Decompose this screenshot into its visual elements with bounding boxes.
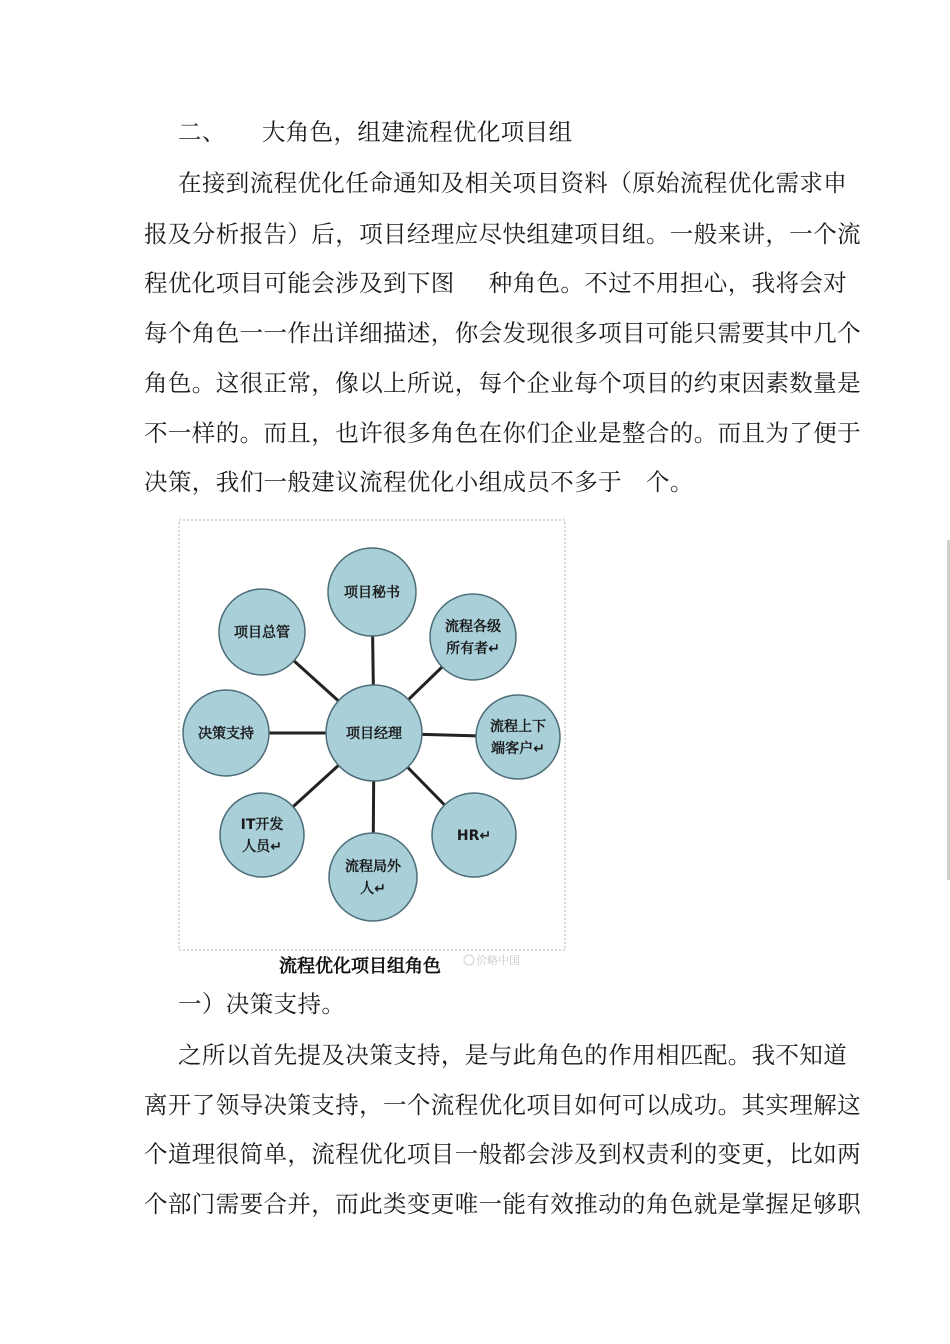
role-node-label: 流程局外 <box>345 859 401 875</box>
paragraph-segment: 种角色。不过不用担心，我将会对 <box>488 269 848 297</box>
paragraph-segment: 个。 <box>646 468 694 496</box>
paragraph-line: 个部门需要合并，而此类变更唯一能有效推动的角色就是掌握足够职 <box>144 1190 861 1218</box>
paragraph-line: 角色。这很正常，像以上所说，每个企业每个项目的约束因素数量是 <box>144 369 861 397</box>
paragraph-line: 不一样的。而且，也许很多角色在你们企业是整合的。而且为了便于 <box>144 419 861 447</box>
paragraph-line <box>144 467 694 497</box>
watermark-icon <box>464 955 474 965</box>
role-node-it <box>220 793 304 877</box>
paragraph-segment: 程优化项目可能会涉及到下图 <box>144 269 455 297</box>
section-title: 大角色，组建流程优化项目组 <box>261 118 573 146</box>
role-node-label: 项目总管 <box>234 625 290 641</box>
section-heading <box>178 117 573 147</box>
paragraph-line: 在接到流程优化任命通知及相关项目资料（原始流程优化需求申 <box>178 169 848 197</box>
role-node-label: 决策支持 <box>198 726 254 742</box>
role-node-label: HR↵ <box>456 828 492 844</box>
role-node-customers <box>476 695 560 779</box>
paragraph-segment: 决策，我们一般建议流程优化小组成员不多于 <box>144 468 622 496</box>
role-node-circle <box>329 833 417 921</box>
role-node-center <box>326 685 422 781</box>
role-node-circle <box>220 793 304 877</box>
role-node-circle <box>476 695 560 779</box>
role-node-label: 流程各级 <box>445 619 501 635</box>
role-node-label: 项目经理 <box>346 726 402 742</box>
role-node-label: 项目秘书 <box>344 585 400 601</box>
paragraph-line: 离开了领导决策支持，一个流程优化项目如何可以成功。其实理解这 <box>144 1091 861 1119</box>
role-node-label: 人员↵ <box>242 839 282 855</box>
paragraph-line <box>144 268 847 298</box>
watermark: 价略中国 <box>476 954 520 967</box>
paragraph-line: 个道理很简单，流程优化项目一般都会涉及到权责利的变更，比如两 <box>144 1140 861 1168</box>
role-node-decision <box>183 690 269 776</box>
paragraph-line: 每个角色一一作出详细描述，你会发现很多项目可能只需要其中几个 <box>144 319 861 347</box>
role-node-outsiders <box>329 833 417 921</box>
paragraph-line: 之所以首先提及决策支持，是与此角色的作用相匹配。我不知道 <box>178 1041 848 1069</box>
role-diagram-svg <box>176 517 568 979</box>
subheading: 一）决策支持。 <box>178 990 346 1018</box>
role-node-label: 所有者↵ <box>446 641 500 657</box>
role-node-label: 人↵ <box>360 881 386 897</box>
role-node-label: 端客户↵ <box>491 741 545 757</box>
role-node-circle <box>430 594 516 680</box>
section-number: 二、 <box>178 118 226 146</box>
diagram-caption: 流程优化项目组角色 <box>279 956 441 977</box>
role-node-owners <box>430 594 516 680</box>
role-node-label: 流程上下 <box>490 719 546 735</box>
role-node-hr <box>432 793 516 877</box>
paragraph-line: 报及分析报告）后，项目经理应尽快组建项目组。一般来讲，一个流 <box>144 220 861 248</box>
role-node-label: IT开发 <box>240 817 284 833</box>
role-diagram <box>176 517 568 979</box>
role-node-secretary <box>328 548 416 636</box>
role-node-director <box>219 589 305 675</box>
